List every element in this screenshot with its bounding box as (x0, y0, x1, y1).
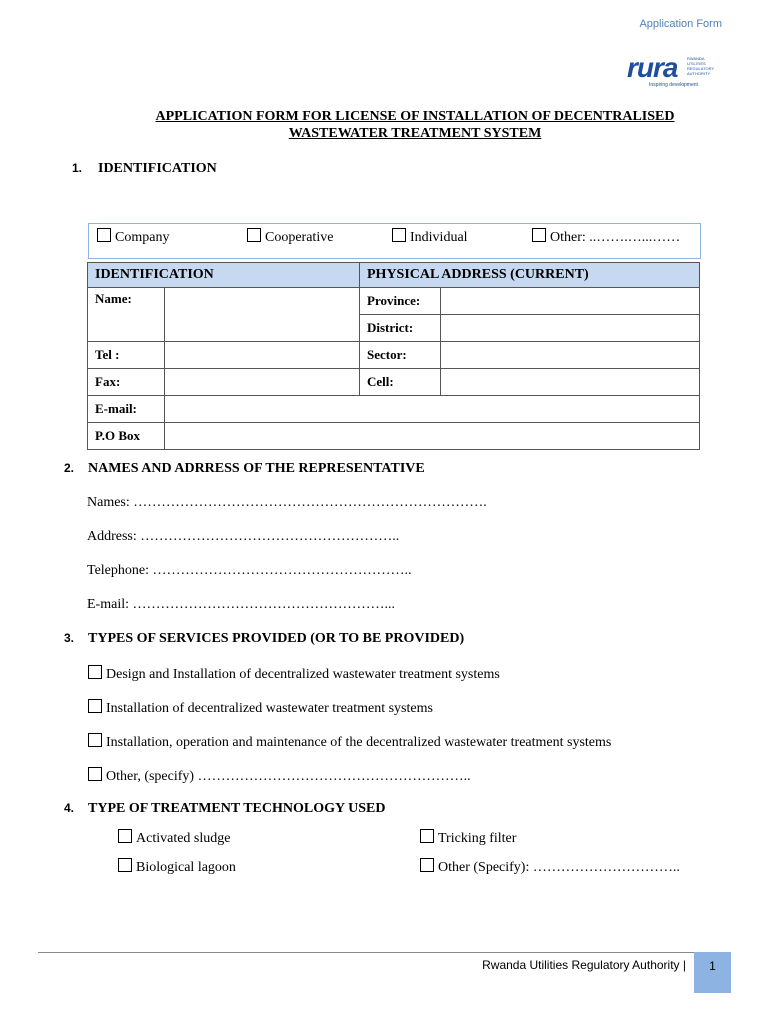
table-row (88, 369, 700, 396)
option-company[interactable] (97, 228, 169, 246)
tech-option-activated-sludge[interactable] (118, 829, 230, 847)
table-row (88, 396, 700, 423)
service-option[interactable] (88, 733, 611, 751)
logo-side-text: RWANDA UTILITIES REGULATORY AUTHORITY (687, 56, 715, 76)
section-1-heading (72, 161, 217, 177)
label-tel: Tel : (88, 342, 165, 369)
header-identification: IDENTIFICATION (88, 263, 360, 288)
rep-address-line[interactable]: Address: ……………………………………………….. (87, 529, 400, 544)
option-label: Installation, operation and maintenance of the decentralized wastewater treatment systems (106, 735, 612, 750)
option-label: Activated sludge (136, 831, 231, 846)
logo-mark: rura (627, 52, 678, 83)
checkbox-icon[interactable] (97, 228, 111, 242)
checkbox-icon[interactable] (88, 665, 102, 679)
option-label: Design and Installation of decentralized wastewater treatment systems (106, 667, 500, 682)
footer-text: Rwanda Utilities Regulatory Authority | (482, 958, 686, 972)
option-cooperative[interactable] (247, 228, 333, 246)
checkbox-icon[interactable] (532, 228, 546, 242)
section-3-heading (64, 631, 464, 647)
section-title: NAMES AND ADRRESS OF THE REPRESENTATIVE (88, 461, 425, 476)
section-title: TYPE OF TREATMENT TECHNOLOGY USED (88, 801, 386, 816)
service-option[interactable] (88, 665, 500, 683)
checkbox-icon[interactable] (118, 858, 132, 872)
cell-field[interactable] (441, 369, 700, 396)
tech-option-biological-lagoon[interactable] (118, 858, 236, 876)
table-row (88, 288, 700, 315)
table-header-row (88, 263, 700, 288)
label-district: District: (360, 315, 441, 342)
header-label: Application Form (639, 18, 722, 30)
checkbox-icon[interactable] (118, 829, 132, 843)
tel-field[interactable] (165, 342, 360, 369)
section-number: 1. (72, 161, 83, 175)
checkbox-icon[interactable] (88, 733, 102, 747)
label-province: Province: (360, 288, 441, 315)
rura-logo (627, 50, 715, 92)
name-field[interactable] (165, 288, 360, 342)
email-field[interactable] (165, 396, 700, 423)
form-title (90, 108, 740, 142)
option-label: Biological lagoon (136, 860, 236, 875)
checkbox-icon[interactable] (88, 699, 102, 713)
checkbox-icon[interactable] (420, 858, 434, 872)
checkbox-icon[interactable] (247, 228, 261, 242)
po-box-field[interactable] (165, 423, 700, 450)
option-label: Other (Specify): ………………………….. (438, 860, 680, 875)
province-field[interactable] (441, 288, 700, 315)
table-row (88, 423, 700, 450)
option-label: Tricking filter (438, 831, 517, 846)
option-label: Company (115, 230, 170, 245)
option-other[interactable] (532, 228, 680, 246)
section-4-heading (64, 801, 385, 817)
table-row (88, 342, 700, 369)
option-label: Individual (410, 230, 468, 245)
fax-field[interactable] (165, 369, 360, 396)
label-po-box: P.O Box (88, 423, 165, 450)
service-option[interactable] (88, 767, 471, 785)
footer-divider (38, 952, 730, 953)
tech-option-tricking-filter[interactable] (420, 829, 516, 847)
checkbox-icon[interactable] (88, 767, 102, 781)
label-name: Name: (88, 288, 165, 342)
header-physical-address: PHYSICAL ADDRESS (CURRENT) (360, 263, 700, 288)
logo-tagline: Inspiring development (649, 82, 698, 88)
organization-type-row (88, 223, 701, 259)
option-label: Installation of decentralized wastewater treatment systems (106, 701, 433, 716)
section-number: 2. (64, 461, 75, 475)
label-sector: Sector: (360, 342, 441, 369)
section-title: IDENTIFICATION (98, 161, 217, 176)
label-fax: Fax: (88, 369, 165, 396)
identification-table (87, 262, 700, 450)
checkbox-icon[interactable] (420, 829, 434, 843)
title-line-2: WASTEWATER TREATMENT SYSTEM (288, 126, 542, 141)
rep-email-line[interactable]: E-mail: ………………………………………………... (87, 597, 395, 612)
sector-field[interactable] (441, 342, 700, 369)
checkbox-icon[interactable] (392, 228, 406, 242)
section-2-heading (64, 461, 425, 477)
option-label: Cooperative (265, 230, 334, 245)
option-label: Other, (specify) ………………………………………………….. (106, 769, 471, 784)
service-option[interactable] (88, 699, 433, 717)
page-number: 1 (694, 952, 731, 993)
section-number: 3. (64, 631, 75, 645)
option-individual[interactable] (392, 228, 468, 246)
district-field[interactable] (441, 315, 700, 342)
label-email: E-mail: (88, 396, 165, 423)
title-line-1: APPLICATION FORM FOR LICENSE OF INSTALLATION OF DECENTRALISED (155, 109, 675, 124)
rep-names-line[interactable]: Names: …………………………………………………………………. (87, 495, 487, 510)
label-cell: Cell: (360, 369, 441, 396)
section-title: TYPES OF SERVICES PROVIDED (OR TO BE PROVIDED) (88, 631, 465, 646)
section-number: 4. (64, 801, 75, 815)
rep-telephone-line[interactable]: Telephone: ……………………………………………….. (87, 563, 412, 578)
option-label: Other: ..…….…...…… (550, 230, 681, 245)
tech-option-other[interactable] (420, 858, 680, 876)
